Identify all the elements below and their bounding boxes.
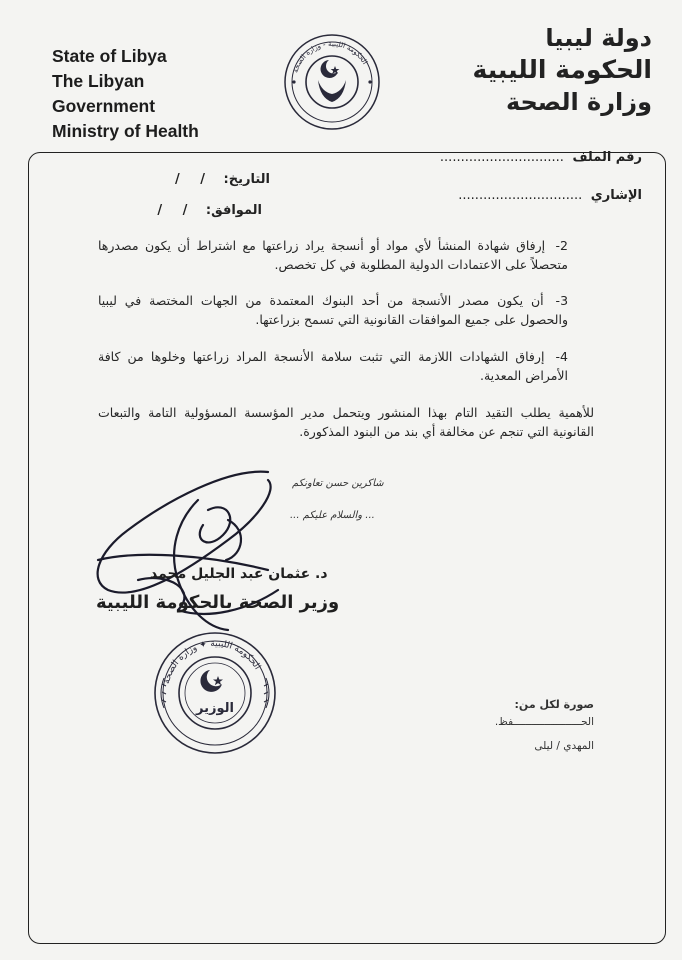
arabic-letterhead (412, 22, 652, 118)
copy-line: المهدي / ليلى (534, 740, 594, 752)
item-number: 4- (555, 349, 568, 364)
item-text: إرفاق الشهادات اللازمة التي تثبت سلامة الأنسجة المراد زراعتها وخلوها من كافة الأمراض المعدية. (98, 349, 568, 383)
copy-line: الحــــــــــــــــــــــفظ. (494, 716, 594, 728)
reference-row (382, 188, 642, 203)
list-item (98, 237, 568, 274)
letterhead-line: The Libyan Government (52, 71, 156, 116)
signature-icon (78, 460, 308, 640)
signatory-name: د. عثمان عبد الجليل محمد (150, 566, 328, 582)
item-text: إرفاق شهادة المنشأ لأي مواد أو أنسجة يراد زراعتها مع اشتراط أن يكون مصدرها متحصلاً على الاعتمادات الدولية المطلوبة في كل تخصص. (98, 238, 568, 272)
date-row (120, 172, 270, 187)
stamp-center-text: الوزير (196, 701, 234, 716)
file-number-label: رقم الملف (572, 150, 642, 165)
copies-title: صورة لكل من: (514, 698, 594, 711)
date-value: / / (174, 172, 205, 187)
list-item (98, 292, 568, 329)
logo-ring-text: الحكومة الليبية - وزارة الصحة (291, 39, 369, 74)
letterhead-line: State of Libya (52, 46, 167, 66)
letterhead-line: Ministry of Health (52, 121, 199, 141)
letterhead-line: الحكومة الليبية (472, 55, 652, 84)
file-number-row (382, 150, 642, 165)
file-number-dots: .............................. (439, 150, 564, 165)
reference-dots: .............................. (458, 188, 583, 203)
hijri-date-value: / / (157, 203, 188, 218)
reference-label: الإشاري (590, 188, 642, 203)
closing-paragraph: للأهمية يطلب التقيد التام بهذا المنشور ويتحمل مدير المؤسسة المسؤولية التامة والتبعات القانونية التي تنجم عن مخالفة أي بند من البنود المذكورة. (98, 405, 594, 439)
thanks-line: شاكرين حسن تعاونكم (292, 478, 384, 489)
signatory-title: وزير الصحة بالحكومة الليبية (96, 592, 340, 613)
ministry-logo-icon (282, 30, 382, 140)
item-number: 2- (555, 238, 568, 253)
hijri-date-label: الموافق: (205, 203, 262, 218)
list-item (98, 348, 568, 385)
date-label: التاريخ: (223, 172, 270, 187)
letterhead-line: وزارة الصحة (505, 88, 652, 116)
item-number: 3- (555, 293, 569, 308)
stamp-ring-text: الحكومة الليبية ✦ وزارة الصحة (161, 638, 263, 685)
hijri-date-row (112, 203, 262, 218)
salutation-line: ... والسلام عليكم ... (290, 510, 375, 521)
letterhead-line: دولة ليبيا (545, 24, 652, 52)
english-letterhead (52, 44, 252, 144)
item-text: أن يكون مصدر الأنسجة من أحد البنوك المعتمدة من الجهات المختصة في ليبيا والحصول على جميع الموافقات القانونية التي تسمح بزراعتها. (98, 293, 568, 327)
minister-stamp-icon (150, 628, 280, 758)
